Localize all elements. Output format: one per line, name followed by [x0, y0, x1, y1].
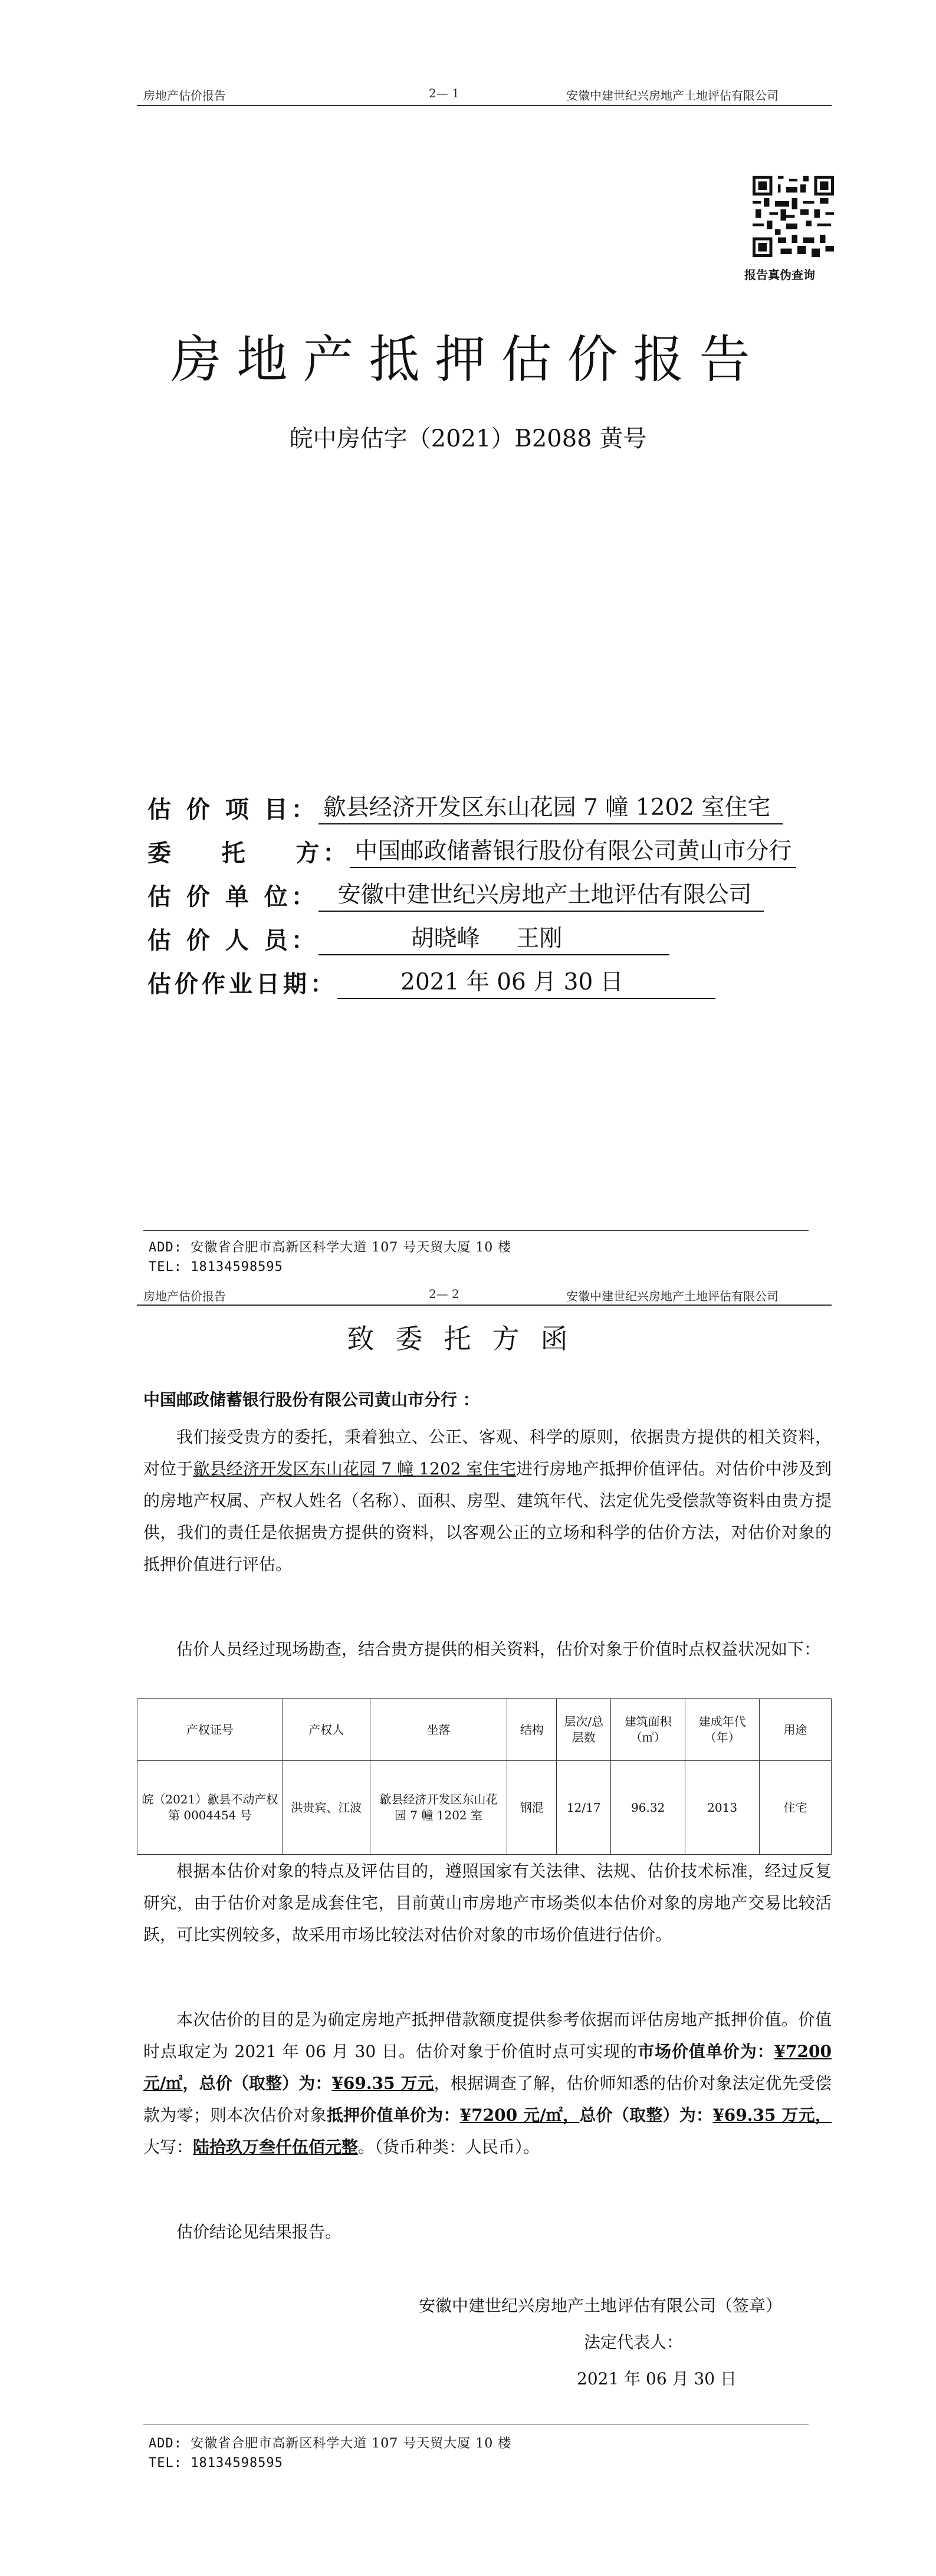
info-label: 估 价 单 位：	[147, 883, 318, 911]
mortgage-unit-label: 抵押价值单价为：	[326, 2105, 460, 2125]
info-label: 估 价 项 目：	[147, 796, 318, 823]
para-text: 本次估价的目的是为确定房地产抵押借款额度提供参考依据而评估房地产抵押价值。价值时点取定为 2021 年 06 月 30 日。估价对象于价值时点可实现的	[143, 2010, 832, 2061]
market-unit-price: ¥7200 元/㎡	[143, 2042, 832, 2093]
para-text: 进行房地产抵押价值评估。对估价中涉及到的房地产权属、产权人姓名（名称）、面积、房型、建筑年代、法定优先受偿款等资料由贵方提供，我们的责任是依据贵方提供的资料，以客观公正的立场和科学的估价方法，对估价对象的抵押价值进行评估。	[143, 1459, 832, 1574]
footer-add-value: 安徽省合肥市高新区科学大道 107 号天贸大厦 10 楼	[191, 2436, 512, 2451]
column-header: 坐落	[370, 1699, 507, 1761]
footer-tel: TEL: 18134598595	[149, 2456, 283, 2470]
table-cell: 皖（2021）歙县不动产权第 0004454 号	[137, 1761, 283, 1855]
header-page-number: 2— 2	[429, 1287, 459, 1301]
info-value: 安徽中建世纪兴房地产土地评估有限公司	[318, 876, 764, 912]
column-header: 建筑面积（㎡）	[611, 1699, 685, 1761]
table-cell: 歙县经济开发区东山花园 7 幢 1202 室	[370, 1761, 507, 1855]
signature-representative: 法定代表人：	[584, 2332, 684, 2352]
info-label: 委 托 方：	[147, 839, 350, 867]
column-header: 层次/总层数	[557, 1699, 611, 1761]
footer-add-value: 安徽省合肥市高新区科学大道 107 号天贸大厦 10 楼	[191, 1240, 512, 1255]
table-row	[137, 1761, 832, 1855]
para-text: 大写：	[143, 2137, 193, 2157]
mortgage-total-price: ¥69.35 万元，	[712, 2105, 832, 2125]
para-text: 我们接受贵方的委托，秉着独立、公正、客观、科学的原则，依据贵方提供的相关资料，对位于	[143, 1427, 832, 1478]
mortgage-unit-price: ¥7200 元/㎡，	[459, 2105, 580, 2125]
paragraph-method: 根据本估价对象的特点及评估目的，遵照国家有关法律、法规、估价技术标准，经过反复研究，由于估价对象是成套住宅，目前黄山市房地产市场类似本估价对象的房地产交易比较活跃，可比实例较多，故采用市场比较法对估价对象的市场价值进行估价。	[143, 1861, 832, 1944]
qr-code-icon[interactable]	[753, 176, 834, 257]
info-value: 2021 年 06 月 30 日	[337, 964, 715, 999]
recipient: 中国邮政储蓄银行股份有限公司黄山市分行 ：	[143, 1390, 480, 1409]
info-value: 胡晓峰 王刚	[318, 920, 669, 955]
footer-tel: TEL: 18134598595	[149, 1260, 283, 1274]
market-total-price: ¥69.35 万元	[331, 2074, 434, 2093]
table-cell: 96.32	[611, 1761, 685, 1855]
report-title: 房地产抵押估价报告	[170, 330, 766, 389]
signature-date: 2021 年 06 月 30 日	[577, 2369, 737, 2388]
para-text: 。（货币种类：人民币）。	[358, 2137, 540, 2157]
column-header: 结构	[507, 1699, 557, 1761]
footer-add-label: ADD:	[149, 2436, 182, 2451]
paragraph-valuation	[143, 2004, 832, 2163]
info-client	[147, 834, 796, 868]
table-cell: 住宅	[760, 1761, 832, 1855]
paragraph-conclusion: 估价结论见结果报告。	[176, 2222, 342, 2242]
amount-in-words: 陆拾玖万叁仟伍佰元整	[193, 2137, 359, 2157]
column-header: 建成年代（年）	[685, 1699, 760, 1761]
para-text: ，根据调查了解，估价师知悉的估价对象法定优先受偿款为零；则本次估价对象	[143, 2074, 832, 2125]
info-value: 歙县经济开发区东山花园 7 幢 1202 室住宅	[318, 789, 783, 824]
mortgage-total-label: 总价（取整）为：	[579, 2105, 713, 2125]
table-cell: 2013	[685, 1761, 760, 1855]
table-cell: 洪贵宾、江波	[283, 1761, 370, 1855]
header-left: 房地产估价报告	[143, 1289, 226, 1303]
info-appraisers	[147, 921, 669, 955]
footer-address	[149, 2433, 511, 2452]
property-rights-table	[137, 1698, 832, 1855]
table-cell: 钢混	[507, 1761, 557, 1855]
paragraph-survey: 估价人员经过现场勘查，结合贵方提供的相关资料，估价对象于价值时点权益状况如下：	[176, 1639, 821, 1659]
report-number: 皖中房估字（2021）B2088 黄号	[289, 425, 647, 452]
header-rule	[137, 105, 832, 106]
header-left: 房地产估价报告	[143, 88, 226, 103]
info-label: 估 价 人 员：	[147, 926, 318, 954]
footer-address	[149, 1237, 511, 1256]
property-address-underlined: 歙县经济开发区东山花园 7 幢 1202 室住宅	[193, 1459, 517, 1478]
header-page-number: 2— 1	[429, 86, 459, 100]
info-project	[147, 790, 783, 824]
header-right: 安徽中建世纪兴房地产土地评估有限公司	[566, 88, 779, 103]
column-header: 用途	[760, 1699, 832, 1761]
column-header: 产权人	[283, 1699, 370, 1761]
info-label: 估价作业日期：	[147, 970, 337, 998]
info-date	[147, 965, 715, 999]
signature-company: 安徽中建世纪兴房地产土地评估有限公司（签章）	[419, 2296, 783, 2315]
market-total-label: ，总价（取整）为：	[182, 2074, 332, 2093]
header-right: 安徽中建世纪兴房地产土地评估有限公司	[566, 1289, 779, 1303]
qr-caption: 报告真伪查询	[744, 268, 815, 282]
footer-rule	[143, 1230, 809, 1231]
market-unit-label: 市场价值单价为：	[638, 2042, 774, 2061]
table-cell: 12/17	[557, 1761, 611, 1855]
header-rule	[137, 1305, 832, 1306]
footer-add-label: ADD:	[149, 1240, 182, 1255]
table-header-row	[137, 1699, 832, 1761]
info-appraiser-company	[147, 878, 764, 912]
letter-title: 致委托方函	[347, 1323, 589, 1355]
info-value: 中国邮政储蓄银行股份有限公司黄山市分行	[350, 833, 796, 868]
paragraph-intro	[143, 1421, 832, 1581]
column-header: 产权证号	[137, 1699, 283, 1761]
